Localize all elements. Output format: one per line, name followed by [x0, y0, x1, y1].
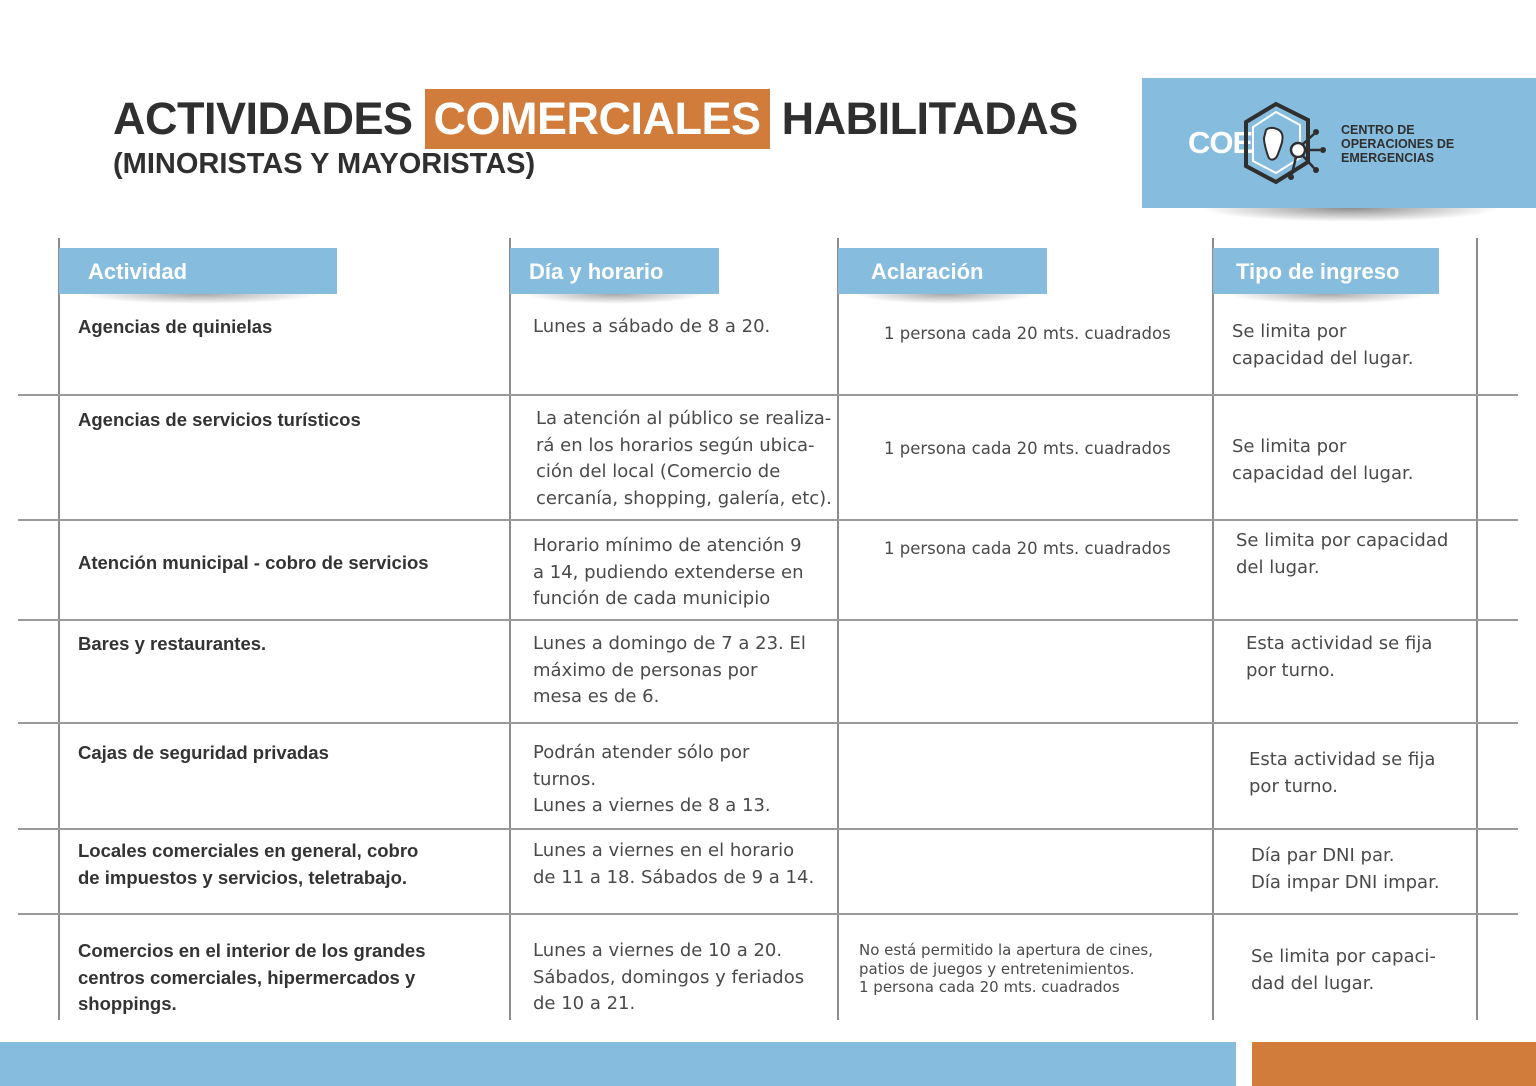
row-divider: [18, 722, 1518, 724]
row2-actividad-line: Agencias de servicios turísticos: [78, 409, 361, 430]
column-divider: [58, 238, 60, 1020]
row4-horario-line: máximo de personas por: [533, 659, 758, 681]
row1-ingreso-line: capacidad del lugar.: [1232, 347, 1414, 369]
row5-ingreso-line: Esta actividad se fija: [1249, 749, 1436, 770]
row6-actividad-line: Locales comerciales en general, cobro: [78, 840, 419, 861]
title-part2: HABILITADAS: [781, 93, 1078, 144]
row6-ingreso: [1251, 843, 1440, 896]
row3-horario: [533, 533, 804, 613]
row5-ingreso: [1249, 747, 1435, 800]
row5-horario-line: Podrán atender sólo por: [533, 742, 750, 763]
row5-actividad: [78, 740, 329, 767]
row7-aclaracion: [859, 941, 1153, 997]
title-part1: ACTIVIDADES: [113, 93, 413, 144]
row3-ingreso-line: Se limita por capacidad: [1236, 530, 1449, 551]
header-tipo-ingreso: Tipo de ingreso: [1213, 248, 1439, 294]
row7-actividad-line: shoppings.: [78, 993, 177, 1014]
row6-horario: [533, 838, 814, 891]
row4-ingreso-line: Esta actividad se fija: [1246, 633, 1433, 654]
row4-actividad: [78, 631, 266, 658]
row2-horario-line: La atención al público se realiza-: [536, 408, 832, 429]
row1-aclaracion: [884, 321, 1171, 348]
logo-shadow: [1200, 208, 1500, 222]
row7-horario-line: de 10 a 21.: [533, 993, 636, 1014]
row3-actividad: [78, 550, 429, 577]
row7-horario-line: Sábados, domingos y feriados: [533, 966, 805, 988]
footer-bar-orange: [1252, 1042, 1536, 1086]
row1-horario-line: Lunes a sábado de 8 a 20.: [533, 316, 771, 337]
header-shadow: [80, 294, 320, 304]
row-divider: [18, 828, 1518, 830]
logo-acronym: COE: [1188, 125, 1253, 160]
header-shadow: [1228, 294, 1428, 304]
logo-line2: OPERACIONES DE: [1341, 137, 1455, 151]
row-divider: [18, 394, 1518, 396]
column-divider: [1476, 238, 1478, 1020]
logo-line1: CENTRO DE: [1341, 123, 1415, 137]
row4-horario-line: mesa es de 6.: [533, 686, 660, 707]
logo-line3: EMERGENCIAS: [1341, 151, 1435, 165]
page-subtitle: (MINORISTAS Y MAYORISTAS): [113, 148, 536, 180]
row4-ingreso-line: por turno.: [1246, 659, 1335, 681]
row4-horario-line: Lunes a domingo de 7 a 23. El: [533, 633, 806, 654]
header-shadow: [525, 294, 705, 304]
column-divider: [509, 238, 511, 1020]
row7-actividad-line: Comercios en el interior de los grandes: [78, 940, 426, 961]
row1-aclaracion-line: 1 persona cada 20 mts. cuadrados: [884, 324, 1171, 343]
row6-actividad-line: de impuestos y servicios, teletrabajo.: [78, 866, 408, 888]
row3-ingreso-line: del lugar.: [1236, 556, 1320, 578]
row2-actividad: [78, 407, 361, 434]
virus-map-icon: [1236, 100, 1336, 190]
row1-horario: [533, 314, 770, 341]
row6-actividad: [78, 838, 418, 891]
row6-horario-line: Lunes a viernes en el horario: [533, 840, 795, 861]
row4-ingreso: [1246, 631, 1432, 684]
row6-ingreso-line: Día par DNI par.: [1251, 845, 1395, 866]
row2-horario-line: cercanía, shopping, galería, etc).: [536, 487, 832, 509]
row2-aclaracion-line: 1 persona cada 20 mts. cuadrados: [884, 439, 1171, 458]
row2-horario-line: ción del local (Comercio de: [536, 461, 781, 482]
column-divider: [1212, 238, 1214, 1020]
row7-aclaracion-line: patios de juegos y entretenimientos.: [859, 959, 1135, 978]
row1-ingreso: [1232, 319, 1413, 372]
page-title: [113, 86, 1078, 152]
row6-horario-line: de 11 a 18. Sábados de 9 a 14.: [533, 866, 815, 888]
row-divider: [18, 619, 1518, 621]
header-dia-horario: Día y horario: [510, 248, 719, 294]
row5-horario-line: turnos.: [533, 768, 597, 790]
row2-ingreso-line: Se limita por: [1232, 436, 1347, 457]
row1-ingreso-line: Se limita por: [1232, 321, 1347, 342]
header-actividad: Actividad: [59, 248, 337, 294]
row4-actividad-line: Bares y restaurantes.: [78, 633, 267, 654]
row3-ingreso: [1236, 528, 1448, 581]
row2-horario: [536, 406, 832, 512]
row-divider: [18, 519, 1518, 521]
row6-ingreso-line: Día impar DNI impar.: [1251, 871, 1440, 893]
header-aclaracion: Aclaración: [838, 248, 1047, 294]
logo-text: [1341, 123, 1454, 165]
row3-horario-line: a 14, pudiendo extenderse en: [533, 561, 804, 583]
row7-aclaracion-line: 1 persona cada 20 mts. cuadrados: [859, 978, 1120, 996]
row5-horario-line: Lunes a viernes de 8 a 13.: [533, 795, 771, 816]
row5-actividad-line: Cajas de seguridad privadas: [78, 742, 329, 763]
title-highlight: COMERCIALES: [425, 89, 770, 149]
row2-aclaracion: [884, 436, 1171, 463]
row7-actividad: [78, 938, 426, 1018]
row7-ingreso-line: dad del lugar.: [1251, 972, 1375, 994]
row3-horario-line: Horario mínimo de atención 9: [533, 535, 802, 556]
row7-ingreso: [1251, 944, 1436, 997]
row2-ingreso: [1232, 434, 1413, 487]
row5-ingreso-line: por turno.: [1249, 775, 1338, 797]
row7-actividad-line: centros comerciales, hipermercados y: [78, 966, 416, 988]
row2-horario-line: rá en los horarios según ubica-: [536, 434, 815, 456]
row7-aclaracion-line: No está permitido la apertura de cines,: [859, 941, 1154, 959]
row3-aclaracion-line: 1 persona cada 20 mts. cuadrados: [884, 539, 1171, 558]
header-shadow: [855, 294, 1035, 304]
column-divider: [837, 238, 839, 1020]
row5-horario: [533, 740, 771, 820]
row3-actividad-line: Atención municipal - cobro de servicios: [78, 552, 429, 573]
row2-ingreso-line: capacidad del lugar.: [1232, 462, 1414, 484]
row1-actividad-line: Agencias de quinielas: [78, 316, 273, 337]
footer-bar-blue: [0, 1042, 1236, 1086]
row7-ingreso-line: Se limita por capaci-: [1251, 946, 1436, 967]
row7-horario-line: Lunes a viernes de 10 a 20.: [533, 940, 783, 961]
row3-aclaracion: [884, 536, 1171, 563]
row3-horario-line: función de cada municipio: [533, 588, 771, 609]
row-divider: [18, 913, 1518, 915]
row4-horario: [533, 631, 806, 711]
row7-horario: [533, 938, 804, 1018]
row1-actividad: [78, 314, 272, 341]
